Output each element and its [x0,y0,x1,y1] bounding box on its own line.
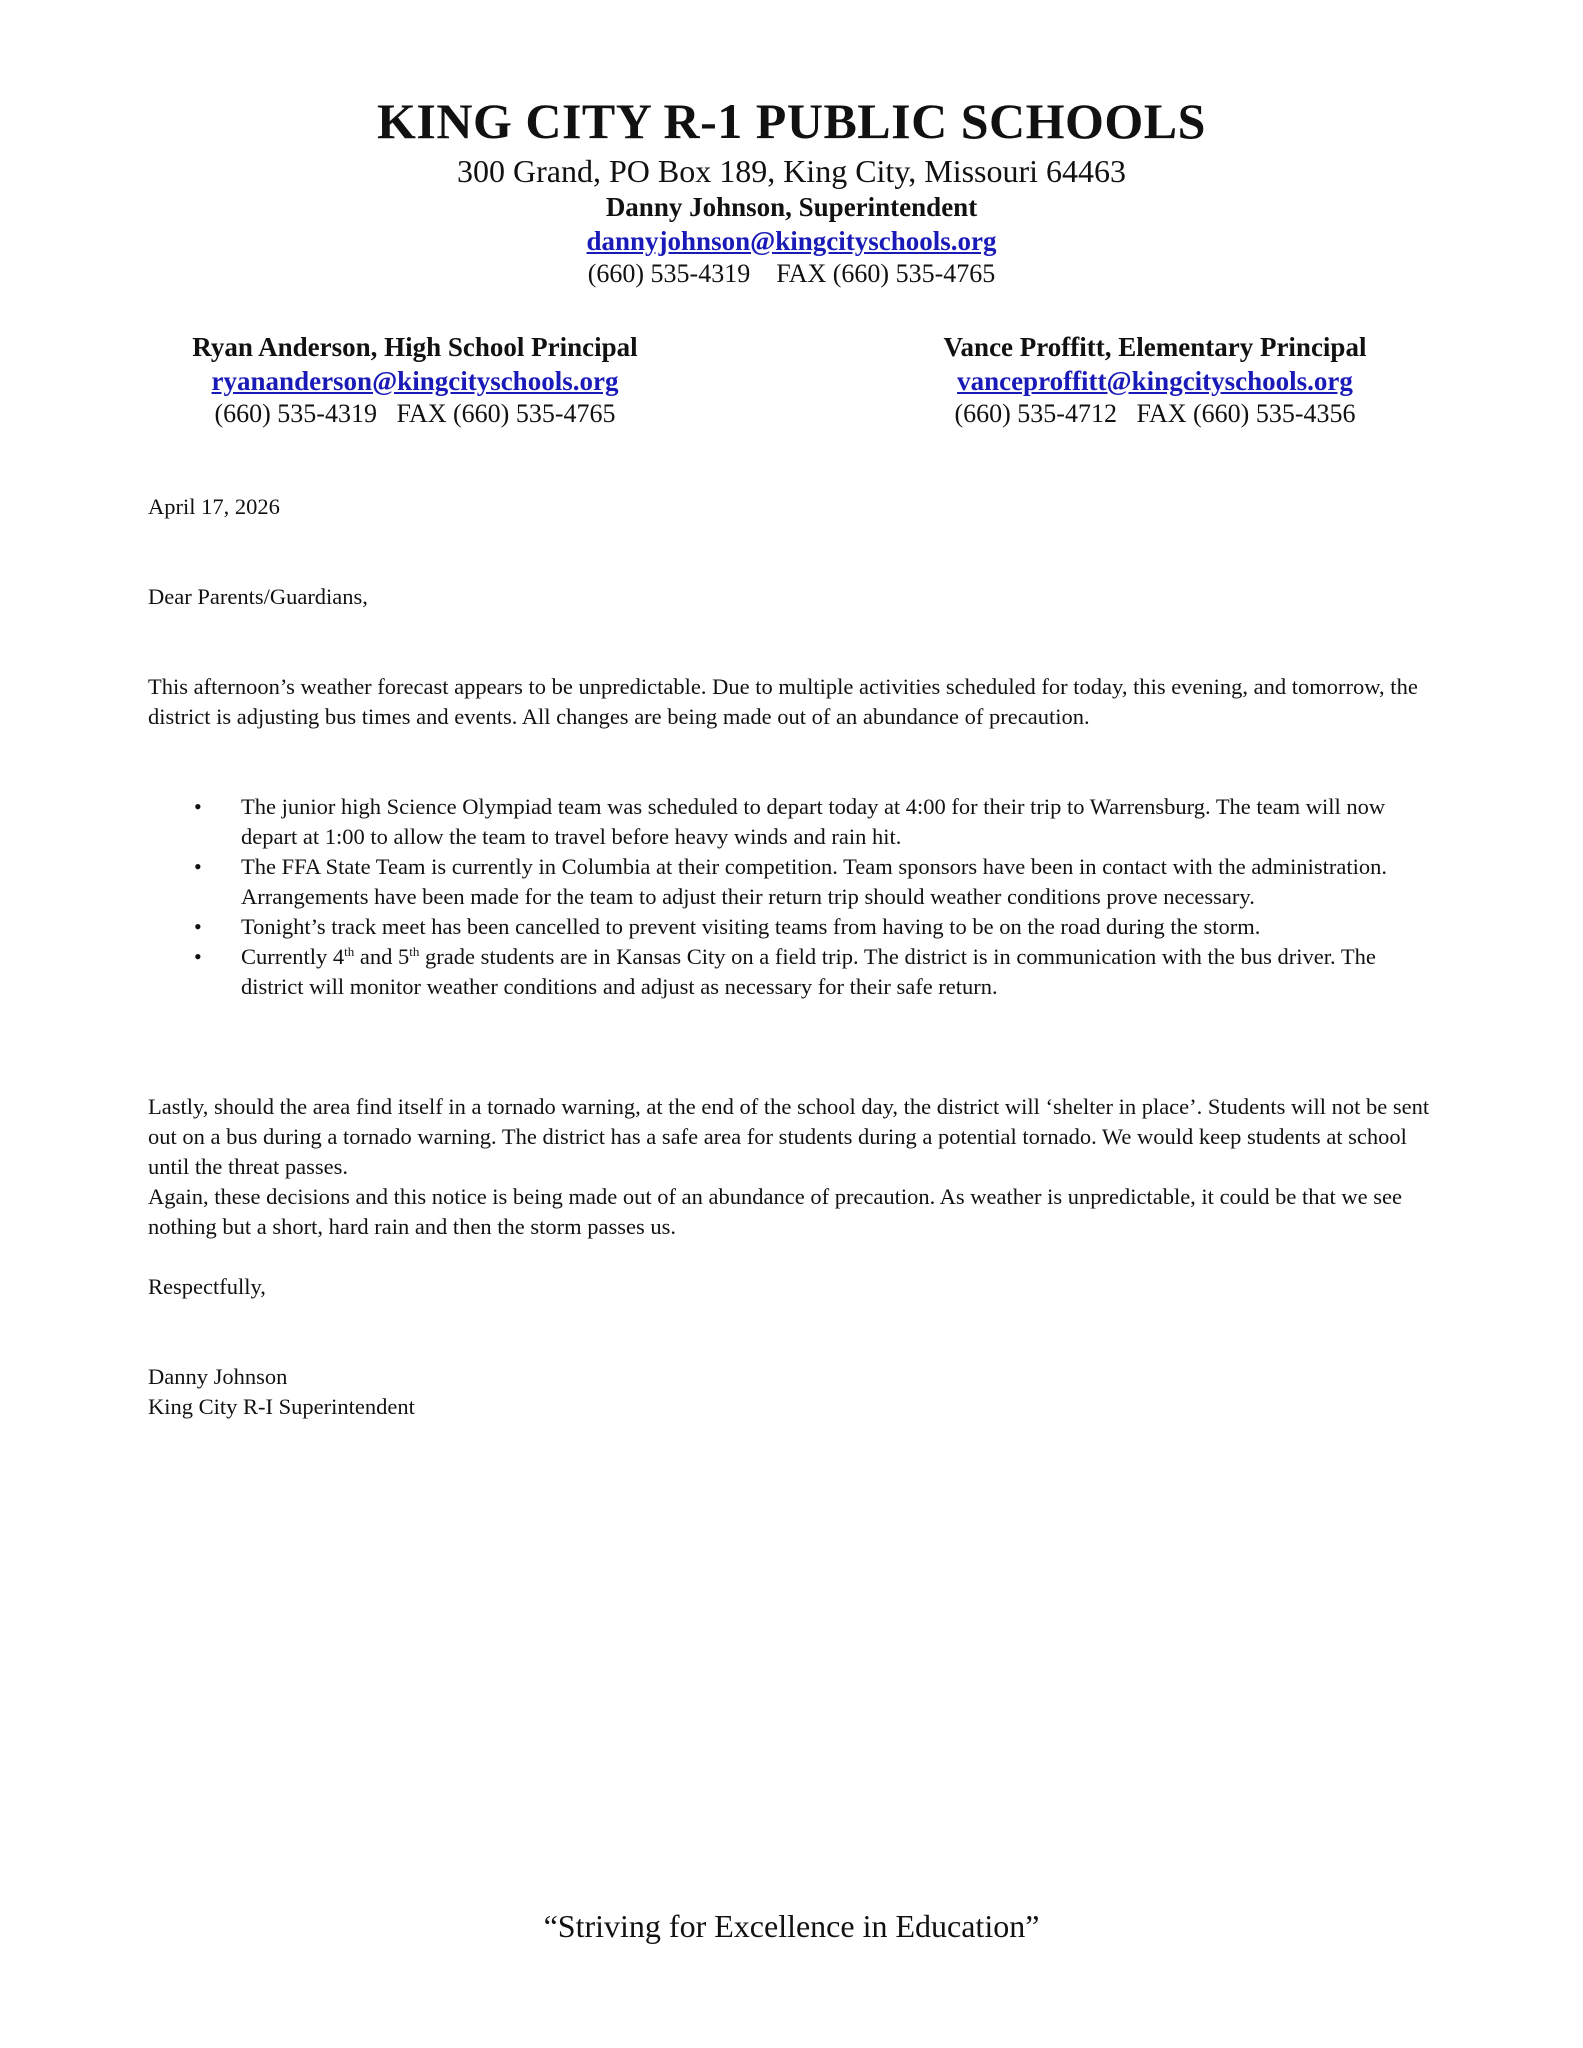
text-segment: Currently 4 [241,944,345,969]
bullet-icon: • [194,854,202,879]
list-item [148,942,1438,1002]
list-item [148,852,1438,912]
elem-principal-email-link[interactable]: vanceproffitt@kingcityschools.org [957,366,1353,396]
superintendent-phone-fax: (660) 535-4319 FAX (660) 535-4765 [587,259,996,288]
elementary-principal-block [890,330,1420,430]
list-item [148,912,1438,942]
superintendent-email-link[interactable]: dannyjohnson@kingcityschools.org [586,226,997,256]
list-item-text: The junior high Science Olympiad team was scheduled to depart today at 4:00 for their trip to Warrensburg. The team will now depart at 1:00 to allow the team to travel before heavy winds and rain hit. [241,794,1386,849]
school-name: KING CITY R-1 PUBLIC SCHOOLS [377,93,1206,149]
letterhead [0,90,1583,290]
salutation: Dear Parents/Guardians, [148,584,368,609]
list-item-text [241,944,1376,999]
bullet-icon: • [194,914,202,939]
intro-paragraph: This afternoon’s weather forecast appears to be unpredictable. Due to multiple activities scheduled for today, this evening, and tomorrow, the district is adjusting bus times and events. All changes are being made out of an abundance of precaution. [148,674,1418,729]
list-item-text: Tonight’s track meet has been cancelled to prevent visiting teams from having to be on the road during the storm. [241,914,1261,939]
letter-date: April 17, 2026 [148,494,280,519]
list-item-text: The FFA State Team is currently in Columbia at their competition. Team sponsors have been in contact with the administration. Arrangements have been made for the team to adjust their return trip should weather conditions prove necessary. [241,854,1387,909]
precaution-paragraph: Again, these decisions and this notice is being made out of an abundance of precaution. As weather is unpredictable, it could be that we see nothing but a short, hard rain and then the storm passes us. [148,1184,1402,1239]
signature-name: Danny Johnson [148,1364,288,1389]
hs-principal-phone-fax: (660) 535-4319 FAX (660) 535-4765 [214,399,616,428]
text-segment: and 5 [354,944,410,969]
elem-principal-name: Vance Proffitt, Elementary Principal [943,332,1367,362]
hs-principal-email-link[interactable]: ryananderson@kingcityschools.org [211,366,619,396]
list-item [148,792,1438,852]
text-segment: grade students are in Kansas City on a field trip. The district is in communication with the bus driver. The district will monitor weather conditions and adjust as necessary for their safe return. [241,944,1376,999]
hs-principal-name: Ryan Anderson, High School Principal [192,332,638,362]
school-address: 300 Grand, PO Box 189, King City, Missouri 64463 [456,153,1127,189]
changes-list [148,792,1438,1002]
ordinal-suffix: th [409,944,420,959]
superintendent-name: Danny Johnson, Superintendent [605,192,978,222]
bullet-icon: • [194,944,202,969]
closing: Respectfully, [148,1274,266,1299]
ordinal-suffix: th [344,944,355,959]
signature-title: King City R-I Superintendent [148,1394,415,1419]
bullet-icon: • [194,794,202,819]
elem-principal-phone-fax: (660) 535-4712 FAX (660) 535-4356 [954,399,1356,428]
high-school-principal-block [150,330,680,430]
footer-motto: “Striving for Excellence in Education” [543,1908,1040,1944]
tornado-paragraph: Lastly, should the area find itself in a tornado warning, at the end of the school day, the district will ‘shelter in place’. Students will not be sent out on a bus during a tornado warning. The district has a safe area for students during a potential tornado. We would keep students at school until the threat passes. [148,1094,1430,1179]
